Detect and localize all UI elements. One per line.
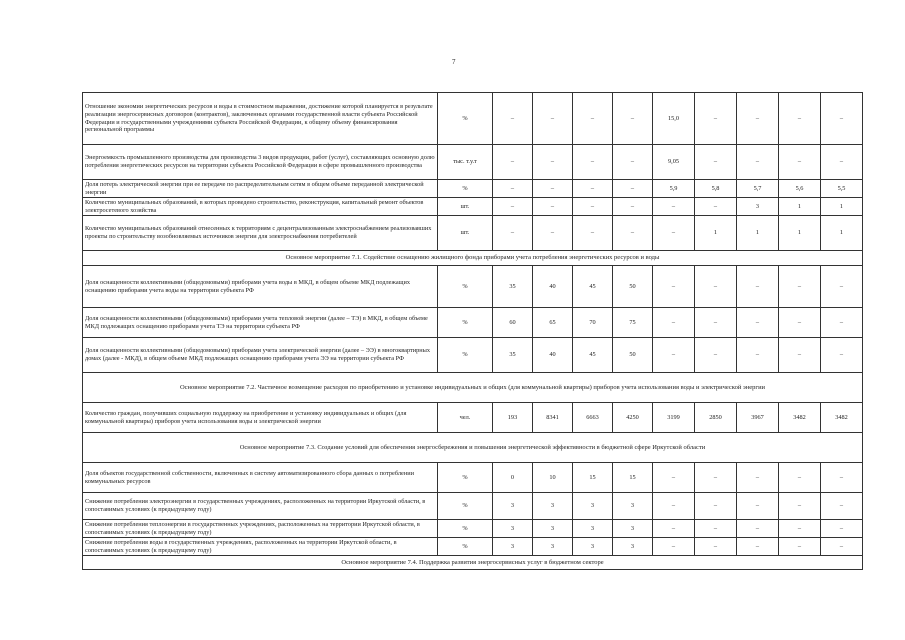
indicator-value: 9,05 xyxy=(653,145,695,180)
indicator-value: 3 xyxy=(613,493,653,520)
indicator-value: – xyxy=(653,538,695,556)
indicator-unit: % xyxy=(438,308,493,338)
indicator-value: 60 xyxy=(493,308,533,338)
table-row xyxy=(83,93,863,145)
indicator-name: Количество муниципальных образований, в которых проведено строительство, реконструкция, капитальный ремонт объектов электросетевого хозяйства xyxy=(83,198,438,216)
indicator-unit: % xyxy=(438,180,493,198)
indicator-value: 65 xyxy=(533,308,573,338)
indicator-value: – xyxy=(613,93,653,145)
indicator-unit: % xyxy=(438,93,493,145)
indicator-name: Доля оснащенности коллективными (общедомовыми) приборами учета воды в МКД, в общем объеме МКД подлежащих оснащению приборами учета воды на территории субъекта РФ xyxy=(83,266,438,308)
indicator-value: – xyxy=(613,198,653,216)
indicator-value: – xyxy=(533,216,573,251)
table-row xyxy=(83,338,863,373)
table-row xyxy=(83,308,863,338)
indicator-value: – xyxy=(737,338,779,373)
indicator-value: – xyxy=(737,463,779,493)
indicator-value: – xyxy=(821,266,863,308)
indicator-name: Доля объектов государственной собственности, включенных в систему автоматизированного сбора данных о потреблении коммунальных ресурсов xyxy=(83,463,438,493)
indicator-value: – xyxy=(737,266,779,308)
indicator-unit: тыс. т.у.т xyxy=(438,145,493,180)
indicator-value: – xyxy=(533,145,573,180)
indicator-value: – xyxy=(779,145,821,180)
indicator-value: 3 xyxy=(493,538,533,556)
indicator-value: 45 xyxy=(573,266,613,308)
indicator-unit: % xyxy=(438,493,493,520)
section-row xyxy=(83,251,863,266)
table-row xyxy=(83,145,863,180)
indicator-value: – xyxy=(737,493,779,520)
indicator-value: – xyxy=(821,145,863,180)
table-row xyxy=(83,266,863,308)
indicator-value: – xyxy=(779,538,821,556)
indicator-value: 5,5 xyxy=(821,180,863,198)
indicator-value: 8341 xyxy=(533,403,573,433)
indicator-name: Доля оснащенности коллективными (общедомовыми) приборами учета тепловой энергии (далее – ТЭ) в МКД, в общем объеме МКД подлежащих оснащению приборами учета ТЭ на территории субъекта РФ xyxy=(83,308,438,338)
indicator-value: 0 xyxy=(493,463,533,493)
indicator-name: Снижение потребления электроэнергии в государственных учреждениях, расположенных на территории Иркутской области, в сопоставимых условиях (к предыдущему году) xyxy=(83,493,438,520)
indicator-value: 1 xyxy=(737,216,779,251)
indicator-value: 50 xyxy=(613,266,653,308)
indicator-value: 3 xyxy=(573,493,613,520)
section-title: Основное мероприятие 7.2. Частичное возмещение расходов по приобретению и установке индивидуальных и общих (для коммунальной квартиры) приборов учета использования воды и электрической энергии xyxy=(83,373,863,403)
indicator-value: – xyxy=(695,198,737,216)
indicator-value: – xyxy=(737,308,779,338)
indicator-value: – xyxy=(779,308,821,338)
indicator-value: – xyxy=(779,520,821,538)
indicator-value: – xyxy=(653,266,695,308)
indicator-value: – xyxy=(493,216,533,251)
indicator-value: 3 xyxy=(573,520,613,538)
indicator-value: 3482 xyxy=(821,403,863,433)
indicator-value: – xyxy=(573,198,613,216)
indicator-value: – xyxy=(573,180,613,198)
indicator-unit: % xyxy=(438,266,493,308)
indicator-value: – xyxy=(737,538,779,556)
indicator-value: 70 xyxy=(573,308,613,338)
indicator-value: 1 xyxy=(821,198,863,216)
indicator-value: 35 xyxy=(493,266,533,308)
indicator-value: 193 xyxy=(493,403,533,433)
section-title: Основное мероприятие 7.1. Содействие оснащению жилищного фонда приборами учета потребления энергетических ресурсов и воды xyxy=(83,251,863,266)
indicator-value: 35 xyxy=(493,338,533,373)
table-row xyxy=(83,198,863,216)
table-row xyxy=(83,463,863,493)
indicator-value: 1 xyxy=(779,216,821,251)
indicator-value: – xyxy=(613,180,653,198)
indicator-value: – xyxy=(573,93,613,145)
table-row xyxy=(83,403,863,433)
indicator-unit: % xyxy=(438,520,493,538)
indicator-name: Снижение потребления теплоэнергии в государственных учреждениях, расположенных на территории Иркутской области, в сопоставимых условиях (к предыдущему году) xyxy=(83,520,438,538)
indicator-value: 3 xyxy=(533,520,573,538)
indicator-value: – xyxy=(821,520,863,538)
indicator-name: Доля потерь электрической энергии при ее передаче по распределительным сетям в общем объеме переданной электрической энергии xyxy=(83,180,438,198)
indicator-value: 3 xyxy=(493,493,533,520)
indicator-name: Энергоемкость промышленного производства для производства 3 видов продукции, работ (услуг), составляющих основную долю потребления энергетических ресурсов на территории субъекта Российской Федерации в сфере промышленного производства xyxy=(83,145,438,180)
indicator-value: 3 xyxy=(533,538,573,556)
indicator-value: 75 xyxy=(613,308,653,338)
indicator-value: 3 xyxy=(737,198,779,216)
indicator-value: – xyxy=(653,463,695,493)
indicator-value: 5,8 xyxy=(695,180,737,198)
indicator-value: – xyxy=(695,520,737,538)
indicator-name: Количество граждан, получивших социальную поддержку на приобретение и установку индивидуальных и общих (для коммунальной квартиры) приборов учета использования воды и электрической энергии xyxy=(83,403,438,433)
indicator-value: – xyxy=(737,520,779,538)
indicator-value: 15 xyxy=(573,463,613,493)
indicator-value: 3 xyxy=(573,538,613,556)
indicator-value: – xyxy=(821,338,863,373)
indicator-value: 5,6 xyxy=(779,180,821,198)
indicator-value: – xyxy=(779,493,821,520)
indicator-value: – xyxy=(821,463,863,493)
indicator-value: 15 xyxy=(613,463,653,493)
indicator-value: – xyxy=(695,266,737,308)
indicator-value: – xyxy=(613,216,653,251)
indicator-value: 10 xyxy=(533,463,573,493)
indicator-unit: чел. xyxy=(438,403,493,433)
page-number: 7 xyxy=(452,58,456,66)
table-row xyxy=(83,538,863,556)
indicator-value: – xyxy=(533,180,573,198)
table-row xyxy=(83,180,863,198)
indicator-value: – xyxy=(737,145,779,180)
indicator-unit: шт. xyxy=(438,216,493,251)
table-row xyxy=(83,493,863,520)
indicator-value: – xyxy=(779,338,821,373)
indicator-value: – xyxy=(533,198,573,216)
indicator-value: – xyxy=(779,463,821,493)
indicator-value: – xyxy=(695,145,737,180)
indicator-value: – xyxy=(695,538,737,556)
indicator-value: 1 xyxy=(695,216,737,251)
indicator-unit: шт. xyxy=(438,198,493,216)
indicator-value: – xyxy=(653,520,695,538)
indicator-value: – xyxy=(493,93,533,145)
indicator-value: – xyxy=(493,180,533,198)
indicator-value: 1 xyxy=(779,198,821,216)
indicator-value: 50 xyxy=(613,338,653,373)
indicator-value: – xyxy=(533,93,573,145)
indicator-name: Доля оснащенности коллективными (общедомовыми) приборами учета электрической энергии (далее – ЭЭ) в многоквартирных домах (далее - МКД), в общем объеме МКД подлежащих оснащению приборами учета ЭЭ на территории субъекта РФ xyxy=(83,338,438,373)
indicator-name: Снижение потребления воды в государственных учреждениях, расположенных на территории Иркутской области, в сопоставимых условиях (к предыдущему году) xyxy=(83,538,438,556)
indicator-value: 3 xyxy=(493,520,533,538)
indicator-value: – xyxy=(613,145,653,180)
indicator-name: Количество муниципальных образований отнесенных к территориям с децентрализованным электроснабжением реализовавших проекты по строительству возобновляемых источников энергии для электроснабжения потребителей xyxy=(83,216,438,251)
indicator-value: 3 xyxy=(613,520,653,538)
indicator-value: – xyxy=(653,338,695,373)
indicator-value: – xyxy=(821,308,863,338)
indicators-table xyxy=(82,92,863,570)
indicator-value: – xyxy=(779,93,821,145)
section-row xyxy=(83,373,863,403)
indicator-value: – xyxy=(493,198,533,216)
indicator-value: 3 xyxy=(613,538,653,556)
section-row xyxy=(83,556,863,570)
indicator-value: – xyxy=(695,493,737,520)
indicator-value: – xyxy=(821,538,863,556)
indicator-value: 2850 xyxy=(695,403,737,433)
indicator-value: – xyxy=(653,493,695,520)
indicator-value: – xyxy=(737,93,779,145)
indicator-unit: % xyxy=(438,538,493,556)
indicator-unit: % xyxy=(438,338,493,373)
indicator-value: – xyxy=(493,145,533,180)
indicator-value: 4250 xyxy=(613,403,653,433)
table-row xyxy=(83,216,863,251)
indicator-value: – xyxy=(573,145,613,180)
indicator-value: 40 xyxy=(533,266,573,308)
indicator-value: – xyxy=(821,493,863,520)
indicator-value: – xyxy=(653,198,695,216)
indicator-value: 5,7 xyxy=(737,180,779,198)
indicator-unit: % xyxy=(438,463,493,493)
indicator-value: – xyxy=(695,463,737,493)
indicator-value: 5,9 xyxy=(653,180,695,198)
indicator-value: 3967 xyxy=(737,403,779,433)
section-title: Основное мероприятие 7.4. Поддержка развития энергосервисных услуг в бюджетном секторе xyxy=(83,556,863,570)
indicator-value: – xyxy=(653,216,695,251)
indicator-value: 3 xyxy=(533,493,573,520)
indicator-value: 40 xyxy=(533,338,573,373)
indicator-value: – xyxy=(573,216,613,251)
indicator-value: – xyxy=(695,93,737,145)
indicator-value: – xyxy=(779,266,821,308)
table-row xyxy=(83,520,863,538)
indicator-value: 15,0 xyxy=(653,93,695,145)
indicator-value: – xyxy=(695,308,737,338)
indicator-name: Отношение экономии энергетических ресурсов и воды в стоимостном выражении, достижение которой планируется в результате реализации энергосервисных договоров (контрактов), заключенных органами государственной власти субъекта Российской Федерации и государственными учреждениями субъекта Российской Федерации, к общему объему финансирования региональной программы xyxy=(83,93,438,145)
indicator-value: – xyxy=(695,338,737,373)
section-title: Основное мероприятие 7.3. Создание условий для обеспечения энергосбережения и повышения энергетической эффективности в бюджетной сфере Иркутской области xyxy=(83,433,863,463)
indicator-value: 1 xyxy=(821,216,863,251)
indicator-value: 3199 xyxy=(653,403,695,433)
indicator-value: – xyxy=(653,308,695,338)
indicator-value: 45 xyxy=(573,338,613,373)
indicator-value: 3482 xyxy=(779,403,821,433)
section-row xyxy=(83,433,863,463)
indicator-value: – xyxy=(821,93,863,145)
indicator-value: 6663 xyxy=(573,403,613,433)
